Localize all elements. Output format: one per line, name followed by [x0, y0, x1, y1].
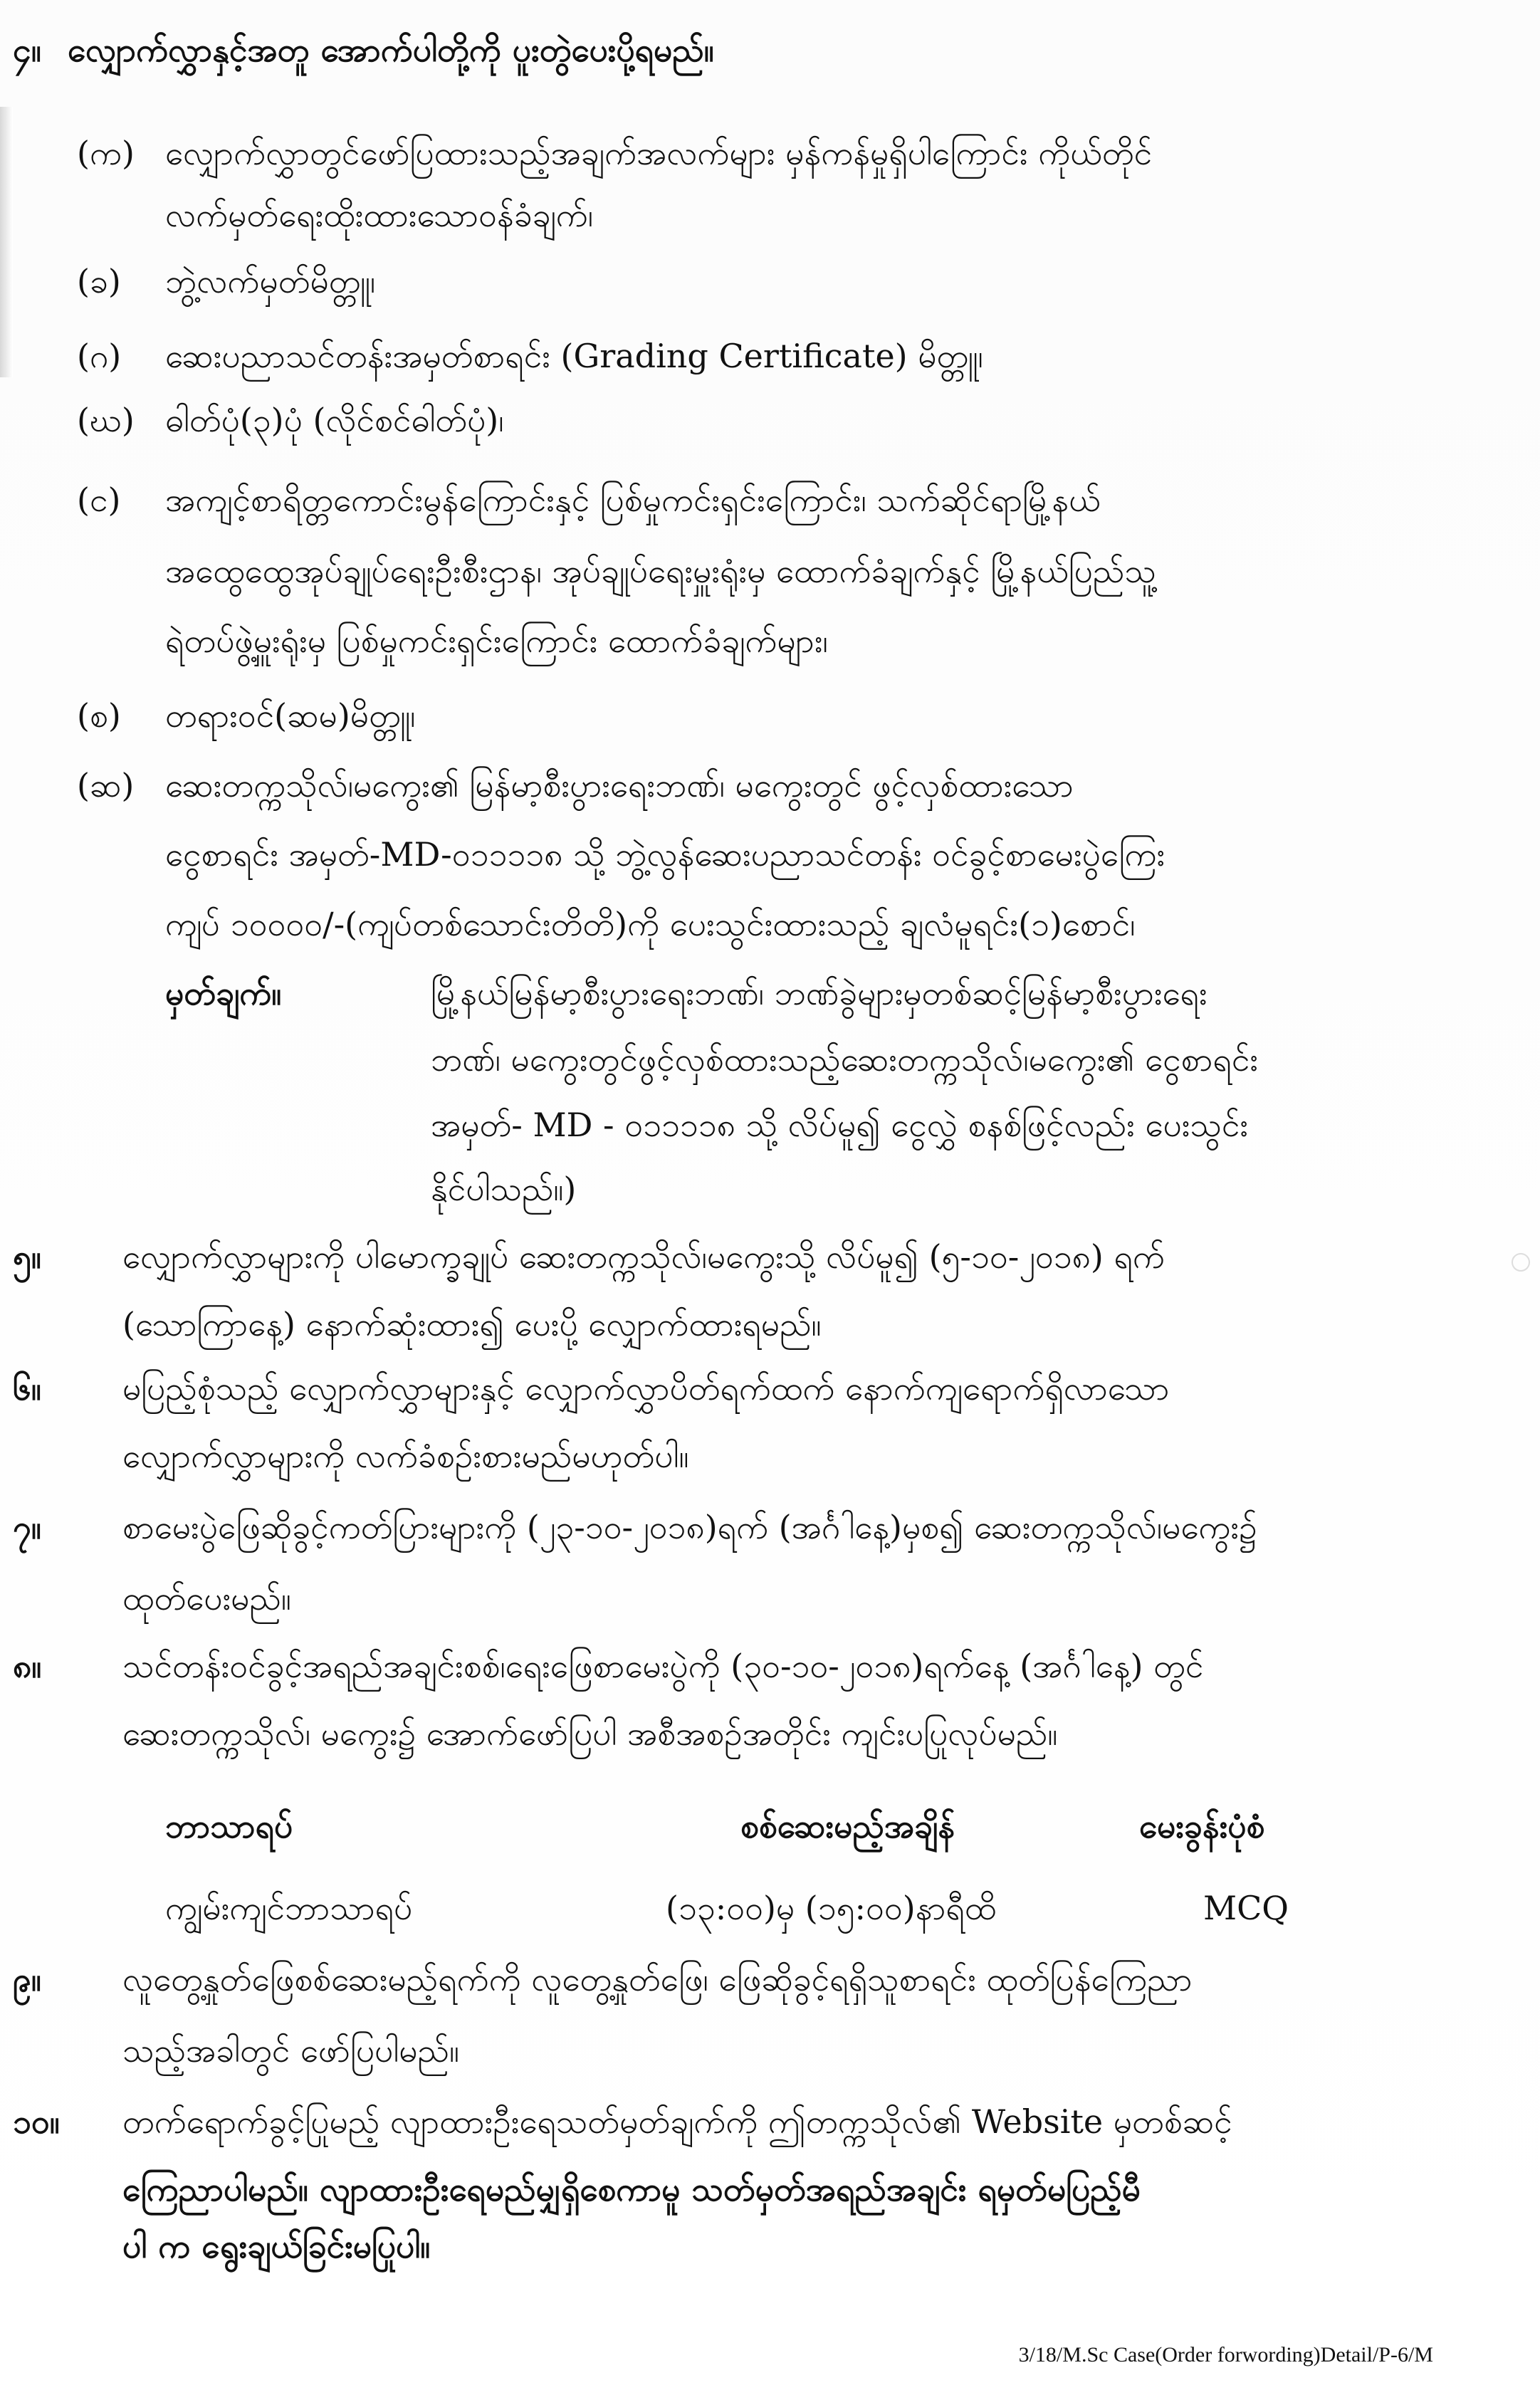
footer-reference: 3/18/M.Sc Case(Order forwording)Detail/P-6/M [1018, 2343, 1433, 2367]
item-kha-label: (ခ) [77, 262, 121, 300]
schedule-header-time: စစ်ဆေးမည့်အချိန် [740, 1807, 955, 1845]
note-label: မှတ်ချက်။ [165, 974, 282, 1012]
section-5-number: ၅။ [13, 1237, 41, 1276]
section-8-number: ၈။ [13, 1647, 42, 1685]
section-7-number: ၇။ [13, 1508, 41, 1546]
section-10-line-1: တက်ရောက်ခွင့်ပြုမည့် လျာထားဦးရေသတ်မှတ်ချက်ကို ဤတက္ကသိုလ်၏ Website မှတစ်ဆင့် [122, 2102, 1232, 2141]
item-sa-label: (စ) [77, 696, 121, 735]
schedule-header-subject: ဘာသာရပ် [165, 1807, 293, 1845]
section-5-line-1: လျှောက်လွှာများကို ပါမောက္ခချုပ် ဆေးတက္ကသိုလ်၊မကွေးသို့ လိပ်မူ၍ (၅-၁၀-၂၀၁၈) ရက် [122, 1237, 1165, 1276]
note-line-2: ဘဏ်၊ မကွေးတွင်ဖွင့်လှစ်ထားသည့်ဆေးတက္ကသိုလ်၊မကွေး၏ ငွေစာရင်း [431, 1040, 1259, 1079]
note-line-1: မြို့နယ်မြန်မာ့စီးပွားရေးဘဏ်၊ ဘဏ်ခွဲများမှတစ်ဆင့်မြန်မာ့စီးပွားရေး [431, 974, 1208, 1012]
section-6-line-1: မပြည့်စုံသည့် လျှောက်လွှာများနှင့် လျှောက်လွှာပိတ်ရက်ထက် နောက်ကျရောက်ရှိလာသော [122, 1369, 1170, 1408]
schedule-cell-subject: ကျွမ်းကျင်ဘာသာရပ် [165, 1889, 413, 1927]
section-8-line-2: ဆေးတက္ကသိုလ်၊ မကွေး၌ အောက်ဖော်ပြပါ အစီအစဉ်အတိုင်း ကျင်းပပြုလုပ်မည်။ [122, 1714, 1058, 1753]
section-10-line-3: ပါ က ရွေးချယ်ခြင်းမပြုပါ။ [122, 2227, 431, 2265]
section-8-line-1: သင်တန်းဝင်ခွင့်အရည်အချင်းစစ်၊ရေးဖြေစာမေးပွဲကို (၃၀-၁၀-၂၀၁၈)ရက်နေ့ (အင်္ဂါနေ့) တွင် [122, 1647, 1204, 1685]
schedule-cell-question-type: MCQ [1203, 1889, 1289, 1927]
section-9-line-1: လူတွေ့နှုတ်ဖြေစစ်ဆေးမည့်ရက်ကို လူတွေ့နှုတ်ဖြေ၊ ဖြေဆိုခွင့်ရရှိသူစာရင်း ထုတ်ပြန်ကြေညာ [122, 1960, 1193, 1998]
item-nga-line-1: အကျင့်စာရိတ္တကောင်းမွန်ကြောင်းနှင့် ပြစ်မှုကင်းရှင်းကြောင်း၊ သက်ဆိုင်ရာမြို့နယ် [165, 481, 1101, 519]
item-hsa-line-3: ကျပ် ၁၀၀၀၀/-(ကျပ်တစ်သောင်းတိတိ)ကို ပေးသွင်းထားသည့် ချလံမူရင်း(၁)စောင်၊ [165, 905, 1136, 943]
item-hsa-label: (ဆ) [77, 766, 135, 804]
item-ka-line-1: လျှောက်လွှာတွင်ဖော်ပြထားသည့်အချက်အလက်များ မှန်ကန်မှုရှိပါကြောင်း ကိုယ်တိုင် [165, 134, 1153, 172]
item-sa-line-1: တရားဝင်(ဆမ)မိတ္တူ၊ [165, 696, 416, 735]
item-ka-line-2: လက်မှတ်ရေးထိုးထားသောဝန်ခံချက်၊ [165, 196, 594, 234]
item-gha-line-1: ဓါတ်ပုံ(၃)ပုံ (လိုင်စင်ဓါတ်ပုံ)၊ [165, 401, 504, 439]
scan-shadow [0, 107, 13, 377]
section-6-line-2: လျှောက်လွှာများကို လက်ခံစဉ်းစားမည်မဟုတ်ပါ။ [122, 1437, 689, 1475]
hole-punch-mark [1512, 1253, 1530, 1272]
section-10-number: ၁၀။ [13, 2102, 60, 2141]
item-gha-label: (ဃ) [77, 401, 135, 439]
item-nga-line-2: အထွေထွေအုပ်ချုပ်ရေးဦးစီးဌာန၊ အုပ်ချုပ်ရေးမှူးရုံးမှ ထောက်ခံချက်နှင့် မြို့နယ်ပြည်သူ့ [165, 552, 1156, 590]
schedule-cell-time: (၁၃:၀၀)မှ (၁၅:၀၀)နာရီထိ [666, 1889, 997, 1927]
item-ga-label: (ဂ) [77, 337, 122, 375]
section-9-number: ၉။ [13, 1960, 41, 1998]
item-nga-label: (င) [77, 481, 121, 519]
section-4-heading: လျှောက်လွှာနှင့်အတူ အောက်ပါတို့ကို ပူးတွဲပေးပို့ရမည်။ [68, 31, 714, 69]
item-nga-line-3: ရဲတပ်ဖွဲ့မှူးရုံးမှ ပြစ်မှုကင်းရှင်းကြောင်း ထောက်ခံချက်များ၊ [165, 622, 828, 660]
note-line-4: နိုင်ပါသည်။) [431, 1170, 577, 1208]
section-9-line-2: သည့်အခါတွင် ဖော်ပြပါမည်။ [122, 2031, 459, 2070]
section-10-line-2: ကြေညာပါမည်။ လျာထားဦးရေမည်မျှရှိစေကာမူ သတ်မှတ်အရည်အချင်း ရမှတ်မပြည့်မီ [122, 2170, 1141, 2208]
schedule-header-question-type: မေးခွန်းပုံစံ [1139, 1807, 1265, 1845]
note-line-3: အမှတ်- MD - ၀၁၁၁၁၈ သို့ လိပ်မူ၍ ငွေလွှဲ စနစ်ဖြင့်လည်း ပေးသွင်း [431, 1106, 1249, 1144]
item-hsa-line-2: ငွေစာရင်း အမှတ်-MD-၀၁၁၁၁၈ သို့ ဘွဲ့လွန်ဆေးပညာသင်တန်း ဝင်ခွင့်စာမေးပွဲကြေး [165, 835, 1166, 874]
item-hsa-line-1: ဆေးတက္ကသိုလ်၊မကွေး၏ မြန်မာ့စီးပွားရေးဘဏ်၊ မကွေးတွင် ဖွင့်လှစ်ထားသော [165, 766, 1074, 804]
section-4-number: ၄။ [13, 31, 41, 69]
section-5-line-2: (သောကြာနေ့) နောက်ဆုံးထား၍ ပေးပို့ လျှောက်ထားရမည်။ [122, 1305, 822, 1343]
section-6-number: ၆။ [13, 1369, 41, 1408]
item-ka-label: (က) [77, 134, 135, 172]
section-7-line-1: စာမေးပွဲဖြေဆိုခွင့်ကတ်ပြားများကို (၂၃-၁၀-၂၀၁၈)ရက် (အင်္ဂါနေ့)မှစ၍ ဆေးတက္ကသိုလ်၊မကွေး၌ [122, 1508, 1257, 1546]
item-kha-line-1: ဘွဲ့လက်မှတ်မိတ္တူ၊ [165, 262, 376, 300]
section-7-line-2: ထုတ်ပေးမည်။ [122, 1579, 291, 1618]
item-ga-line-1: ဆေးပညာသင်တန်းအမှတ်စာရင်း (Grading Certificate) မိတ္တူ၊ [165, 337, 983, 375]
